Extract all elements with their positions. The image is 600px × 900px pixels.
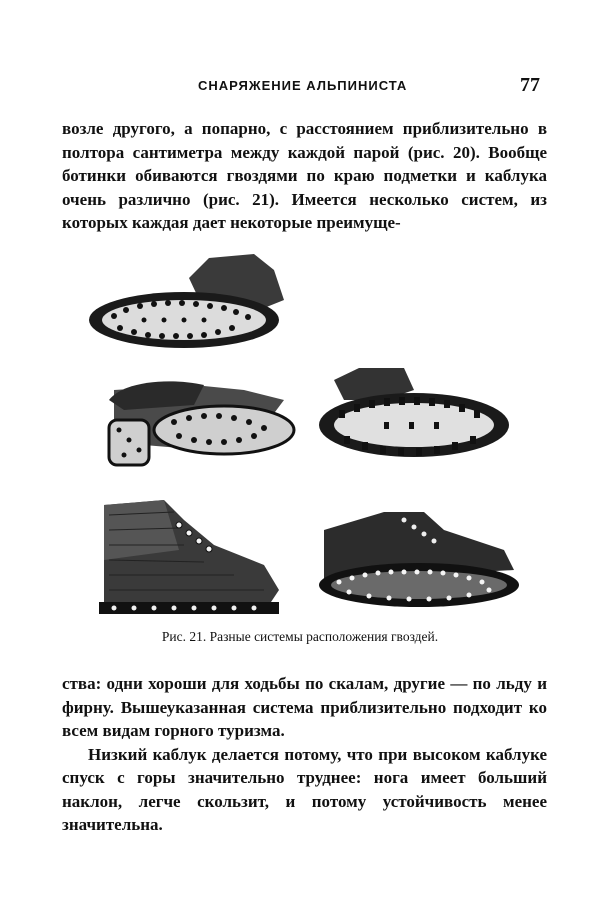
paragraph: Низкий каблук делается потому, что при высоком каблуке спуск с горы значительно труднее: нога имеет больший наклон, легче скользит, и потому устойчивость менее значительна.	[62, 744, 547, 834]
body-text-bottom	[62, 672, 547, 837]
boot-sole-top-image	[89, 254, 284, 348]
page-number: 77	[520, 74, 540, 96]
body-text-top	[62, 117, 547, 235]
paragraph: возле другого, а попарно, с расстоянием приблизительно в полтора сантиметра между каждой парой (рис. 20). Вообще ботинки обиваются гвоздями по краю подметки и каблука очень различно (рис. 21). Имеется несколько систем, из которых каждая дает некоторые преимуще-	[62, 119, 547, 232]
paragraph: ства: одни хороши для ходьбы по скалам, другие — по льду и фирну. Вышеуказанная система приблизительно подходит ко всем видам горного туризма.	[62, 674, 547, 740]
boots-illustration	[84, 250, 524, 630]
boot-sole-middle-right-image	[319, 368, 509, 457]
boot-side-bottom-left-image	[99, 500, 279, 614]
boot-sole-middle-left-image	[109, 381, 294, 465]
figure-caption: Рис. 21. Разные системы расположения гвоздей.	[161, 629, 439, 644]
page-header	[92, 74, 540, 98]
boot-sole-bottom-right-image	[319, 512, 519, 607]
running-title: СНАРЯЖЕНИЕ АЛЬПИНИСТА	[198, 78, 408, 93]
